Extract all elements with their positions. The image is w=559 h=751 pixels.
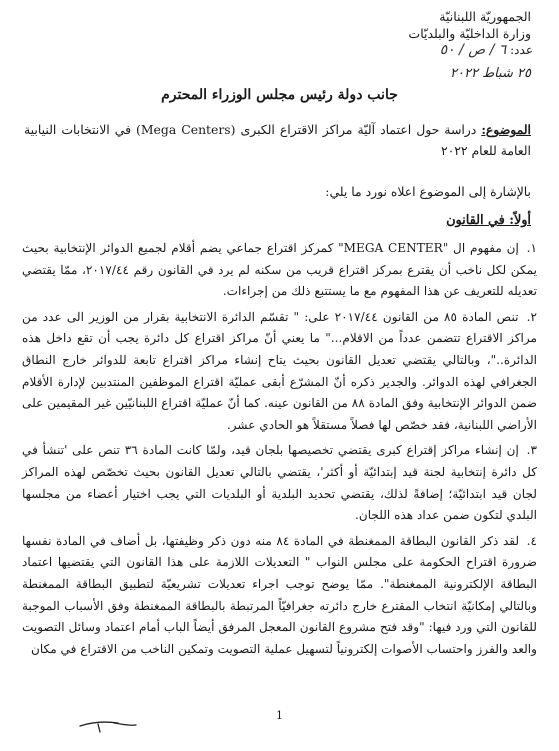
- list-item: [22, 531, 537, 661]
- subject-label: الموضوع:: [481, 122, 531, 137]
- intro-line: بالإشارة إلى الموضوع اعلاه نورد ما يلي:: [325, 184, 531, 199]
- republic-name: الجمهوريّة اللبنانيّة: [439, 9, 531, 24]
- signature-mark: [78, 712, 138, 734]
- subject-block: [24, 119, 531, 161]
- list-item: [22, 440, 537, 526]
- list-item: [22, 238, 537, 303]
- ministry-header: [408, 8, 531, 42]
- subject-text: دراسة حول اعتماد آليّة مراكز الاقتراع الكبرى (Mega Centers) في الانتخابات النيابية العامة للعام ٢٠٢٢: [24, 122, 531, 158]
- ministry-name: وزارة الداخليّة والبلديّات: [408, 26, 531, 41]
- document-date: ٢٥ شباط ٢٠٢٢: [450, 66, 531, 81]
- item-text: لقد ذكر القانون البطاقة الممغنطة في المادة ٨٤ منه دون ذكر وظيفتها، بل أضاف في المادة نفسها ضرورة اقتراح الحكومة على مجلس النواب " التعديلات اللازمة على هذا القانون التي يقتضيها اعتماد البطاقة الإلكترونية الممغنطة". ممّا يوضح توجب اجراء تعديلات تشريعيّة لتطبيق البطاقة الممغنطة وبالتالي إمكانيّة انتخاب المقترع خارج دائرته جغرافيّاً المرتبطة بالبطاقة الممغنطة وفق الأسباب الموجبة للقانون التي ورد فيها: "وقد فتح مشروع القانون المعجل المرفق أيضاً الباب أمام اعتماد وسائل التصويت والعد والفرز واحتساب الأصوات إلكترونياً لتسهيل عملية التصويت وتمكين الناخب من الاقتراع في مكان: [22, 533, 537, 656]
- item-text: إن مفهوم ال "MEGA CENTER" كمركز اقتراع جماعي يضم أقلام لجميع الدوائر الإنتخابية بحيث يمكن لكل ناخب أن يقترع بمركز اقتراع قريب من سكنه لم يرد في القانون رقم ٢٠١٧/٤٤، ممّا يقتضي تعديله للتعريف عن هذا المفهوم مع ما يستتبع ذلك من إجراءات.: [22, 241, 537, 299]
- page-number: 1: [276, 709, 283, 722]
- item-number: ٤.: [526, 533, 537, 548]
- reference-number: [440, 43, 533, 58]
- item-number: ٣.: [526, 443, 537, 458]
- item-text: تنص المادة ٨٥ من القانون ٢٠١٧/٤٤ على: " تقسّم الدائرة الانتخابية بقرار من الوزير الى عدد من مراكز الاقتراع تتضمن عدداً من الاقلام..." ما يعني أنّ مراكز اقتراع كل دائرة يجب أن تقع داخل هذه الدائرة.."، وبالتالي يقتضي تعديل القانون بحيث يتاح إنشاء مراكز اقتراع تابعة للدوائر خارج النطاق الجغرافي لهذه الدوائر. والجدير ذكره أنّ المشرّع أبقى عمليّة اقتراع الموظفين المنتدبين لإدارة الأقلام ضمن الدوائر الإنتخابية وفق المادة ٨٨ من القانون عينه. كما أنّ عمليّة اقتراع اللبنانيّين غير المقيمين على الأراضي اللبنانية، فقد خصّص لها فصلاً مستقلاً هو الحادي عشر.: [22, 309, 537, 432]
- item-number: ١.: [526, 241, 537, 255]
- reference-label: عدد:: [510, 43, 533, 57]
- item-text: إن إنشاء مراكز إقتراع كبرى يقتضي تخصيصها بلجان قيد، ولمّا كانت المادة ٣٦ تنص على 'تنشأ في كل دائرة إنتخابية لجنة قيد إبتدائيّة أو أكثر'، يقتضي بالتالي تعديل القانون بحيث تخصّص لهذه المراكز لجان قيد ابتدائيّة؛ إضافةً لذلك، يقتضي تحديد البلدية أو البلديات التي يجب اختيار أعضاء من مجلسها البلدي لتكون ضمن عداد هذه اللجان.: [22, 443, 537, 523]
- points-list: [22, 238, 537, 664]
- section-title: أولاً: في القانون: [446, 213, 531, 228]
- recipient-line: جانب دولة رئيس مجلس الوزراء المحترم: [161, 87, 398, 103]
- item-number: ٢.: [526, 309, 537, 324]
- reference-value: ٦ / ص / ٥٠: [439, 42, 507, 58]
- list-item: [22, 307, 537, 437]
